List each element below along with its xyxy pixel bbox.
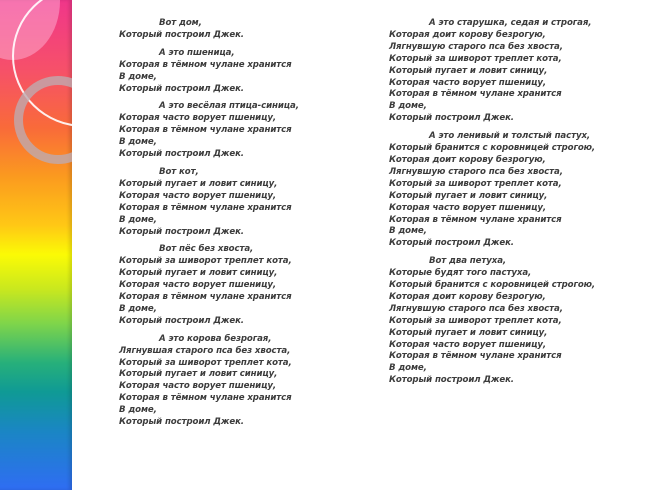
poem-line: Которая доит корову безрогую, — [389, 291, 546, 302]
poem-line: Который за шиворот треплет кота, — [119, 357, 292, 368]
poem-line: Который пугает и ловит синицу, — [119, 369, 278, 380]
poem-line: Которая часто ворует пшеницу, — [119, 381, 277, 392]
poem-line: В доме, — [119, 214, 157, 225]
poem-line: Которая в тёмном чулане хранится — [119, 202, 292, 213]
poem-line: Который пугает и ловит синицу, — [389, 65, 548, 76]
poem-line: Который за шиворот треплет кота, — [389, 315, 562, 326]
poem-line: В доме, — [119, 71, 157, 82]
poem-line: Которая в тёмном чулане хранится — [389, 351, 562, 362]
stanza — [119, 101, 369, 161]
stanza — [119, 48, 369, 96]
poem-line: Лягнувшую старого пса без хвоста, — [389, 41, 563, 52]
poem-line: Который построил Джек. — [119, 226, 244, 237]
poem-line: Который за шиворот треплет кота, — [389, 178, 562, 189]
poem-line: Которая часто ворует пшеницу, — [119, 190, 277, 201]
poem-line: Которая часто ворует пшеницу, — [119, 113, 277, 124]
poem-line: Который построил Джек. — [119, 83, 244, 94]
poem-line: Которая доит корову безрогую, — [389, 154, 546, 165]
stanza-title: Вот пёс без хвоста, — [159, 244, 254, 255]
poem-line: Который пугает и ловит синицу, — [119, 178, 278, 189]
poem-line: Которая в тёмном чулане хранится — [389, 89, 562, 100]
poem-line: Который построил Джек. — [119, 315, 244, 326]
poem-line: Который бранится с коровницей строгою, — [389, 143, 596, 154]
stanza — [119, 244, 369, 327]
poem-line: Которая в тёмном чулане хранится — [119, 393, 292, 404]
decorative-side-bar — [0, 0, 72, 490]
stanza-title: А это старушка, седая и строгая, — [429, 18, 592, 28]
poem-line: Который пугает и ловит синицу, — [389, 327, 548, 338]
poem-line: Которая часто ворует пшеницу, — [389, 339, 547, 350]
poem-line: В доме, — [119, 405, 157, 416]
poem-line: Который за шиворот треплет кота, — [389, 53, 562, 64]
poem-line: Которая в тёмном чулане хранится — [119, 125, 292, 136]
stanza — [119, 334, 369, 429]
poem-line: В доме, — [389, 226, 427, 237]
stanza — [119, 18, 369, 42]
poem-line: Которая в тёмном чулане хранится — [119, 292, 292, 303]
poem-line: В доме, — [119, 303, 157, 314]
poem-line: Который пугает и ловит синицу, — [389, 190, 548, 201]
poem-line: Которые будят того пастуха, — [389, 268, 532, 279]
poem-line: Которая часто ворует пшеницу, — [389, 77, 547, 88]
poem-line: Который за шиворот треплет кота, — [119, 256, 292, 267]
stanza-title: Вот дом, — [159, 18, 202, 28]
poem-line: Который построил Джек. — [389, 113, 514, 124]
poem-line: Который построил Джек. — [119, 149, 244, 160]
poem-column-right — [389, 18, 649, 393]
stanza-title: Вот кот, — [159, 166, 199, 177]
poem-line: Которая доит корову безрогую, — [389, 29, 546, 40]
poem-line: Которая часто ворует пшеницу, — [389, 202, 547, 213]
poem-column-left — [119, 18, 369, 435]
poem-line: Лягнувшую старого пса без хвоста, — [389, 303, 563, 314]
poem-line: Которая в тёмном чулане хранится — [389, 214, 562, 225]
poem-line: Которая часто ворует пшеницу, — [119, 280, 277, 291]
poem-line: В доме, — [119, 137, 157, 148]
stanza-title: Вот два петуха, — [429, 256, 507, 267]
poem-line: Который построил Джек. — [119, 417, 244, 428]
stanza-title: А это пшеница, — [159, 47, 235, 58]
stanza — [389, 256, 649, 387]
poem-line: В доме, — [389, 363, 427, 374]
poem-line: Который пугает и ловит синицу, — [119, 268, 278, 279]
poem-line: Который построил Джек. — [389, 238, 514, 249]
poem-line: Которая в тёмном чулане хранится — [119, 59, 292, 70]
poem-line: Который построил Джек. — [119, 29, 244, 40]
poem-line: В доме, — [389, 101, 427, 112]
stanza-title: А это весёлая птица-синица, — [159, 101, 299, 112]
poem-line: Лягнувшую старого пса без хвоста, — [389, 166, 563, 177]
stanza — [119, 167, 369, 238]
stanza — [389, 131, 649, 250]
poem-line: Который бранится с коровницей строгою, — [389, 280, 596, 291]
stanza-title: А это ленивый и толстый пастух, — [429, 131, 591, 142]
poem-line: Лягнувшая старого пса без хвоста, — [119, 345, 291, 356]
stanza — [389, 18, 649, 125]
poem-line: Который построил Джек. — [389, 375, 514, 386]
stanza-title: А это корова безрогая, — [159, 333, 272, 344]
